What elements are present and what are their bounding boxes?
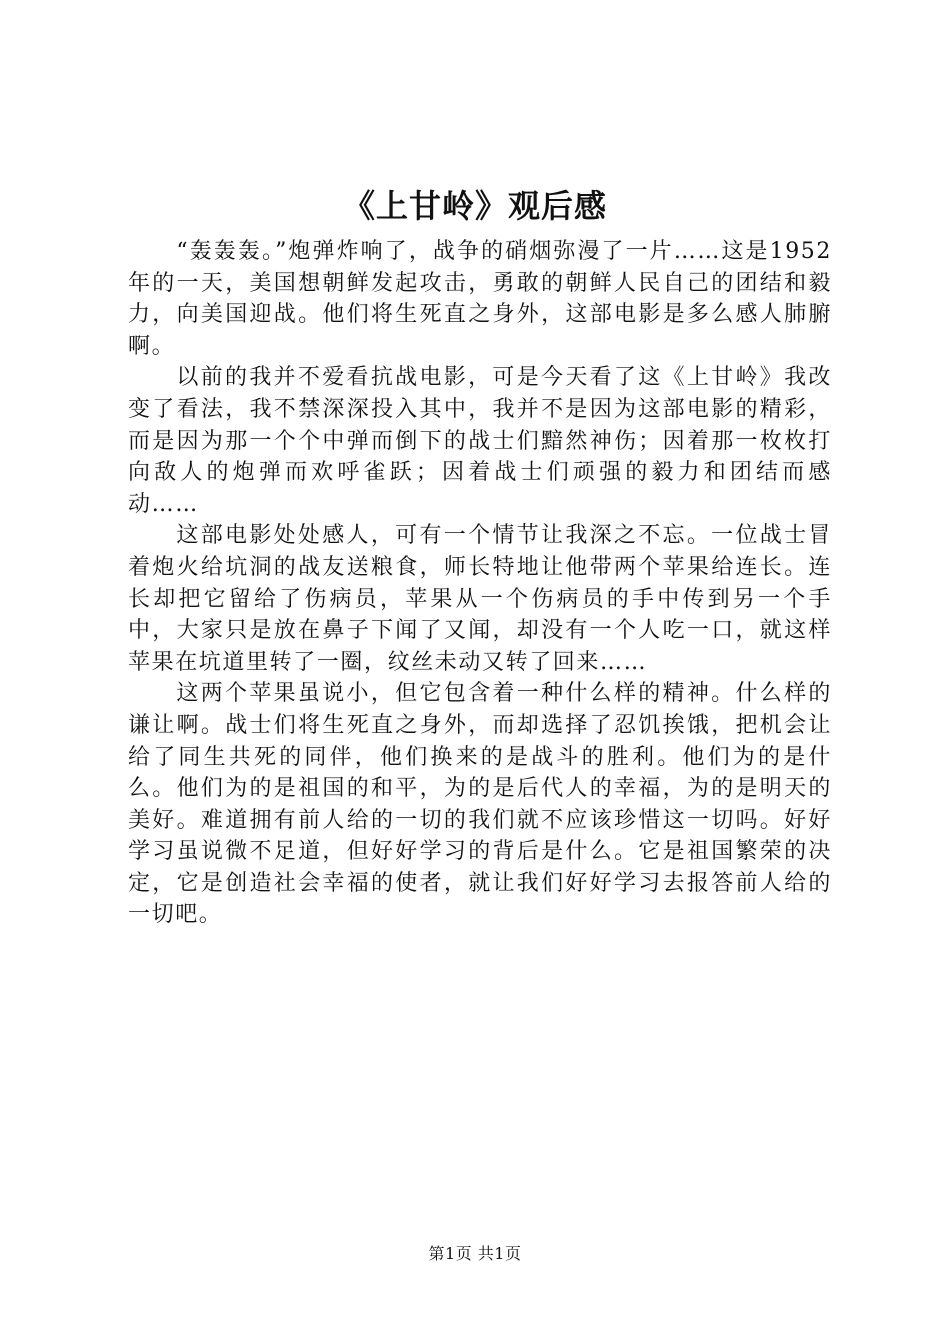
paragraph-4: 这两个苹果虽说小，但它包含着一种什么样的精神。什么样的谦让啊。战士们将生死直之身外，而却选择了忍饥挨饿，把机会让给了同生共死的同伴，他们换来的是战斗的胜利。他们为的是什么。他们为的是祖国的和平，为的是后代人的幸福，为的是明天的美好。难道拥有前人给的一切的我们就不应该珍惜这一切吗。好好学习虽说微不足道，但好好学习的背后是什么。它是祖国繁荣的决定，它是创造社会幸福的使者，就让我们好好学习去报答前人给的一切吧。 — [128, 681, 832, 928]
page-footer: 第1页 共1页 — [428, 1244, 522, 1263]
paragraph-2: 以前的我并不爱看抗战电影，可是今天看了这《上甘岭》我改变了看法，我不禁深深投入其中，我并不是因为这部电影的精彩，而是因为那一个个中弹而倒下的战士们黯然神伤；因着那一枚枚打向敌人的炮弹而欢呼雀跃；因着战士们顽强的毅力和团结而感动…… — [128, 365, 832, 517]
paragraph-1: “轰轰轰。”炮弹炸响了，战争的硝烟弥漫了一片……这是1952年的一天，美国想朝鲜发起攻击，勇敢的朝鲜人民自己的团结和毅力，向美国迎战。他们将生死直之身外，这部电影是多么感人肺腑啊。 — [128, 239, 832, 359]
document-body — [128, 236, 832, 931]
document-title: 《上甘岭》观后感 — [342, 187, 607, 225]
paragraph-3: 这部电影处处感人，可有一个情节让我深之不忘。一位战士冒着炮火给坑洞的战友送粮食，师长特地让他带两个苹果给连长。连长却把它留给了伤病员，苹果从一个伤病员的手中传到另一个手中，大家只是放在鼻子下闻了又闻，却没有一个人吃一口，就这样苹果在坑道里转了一圈，纹丝未动又转了回来…… — [128, 523, 832, 675]
